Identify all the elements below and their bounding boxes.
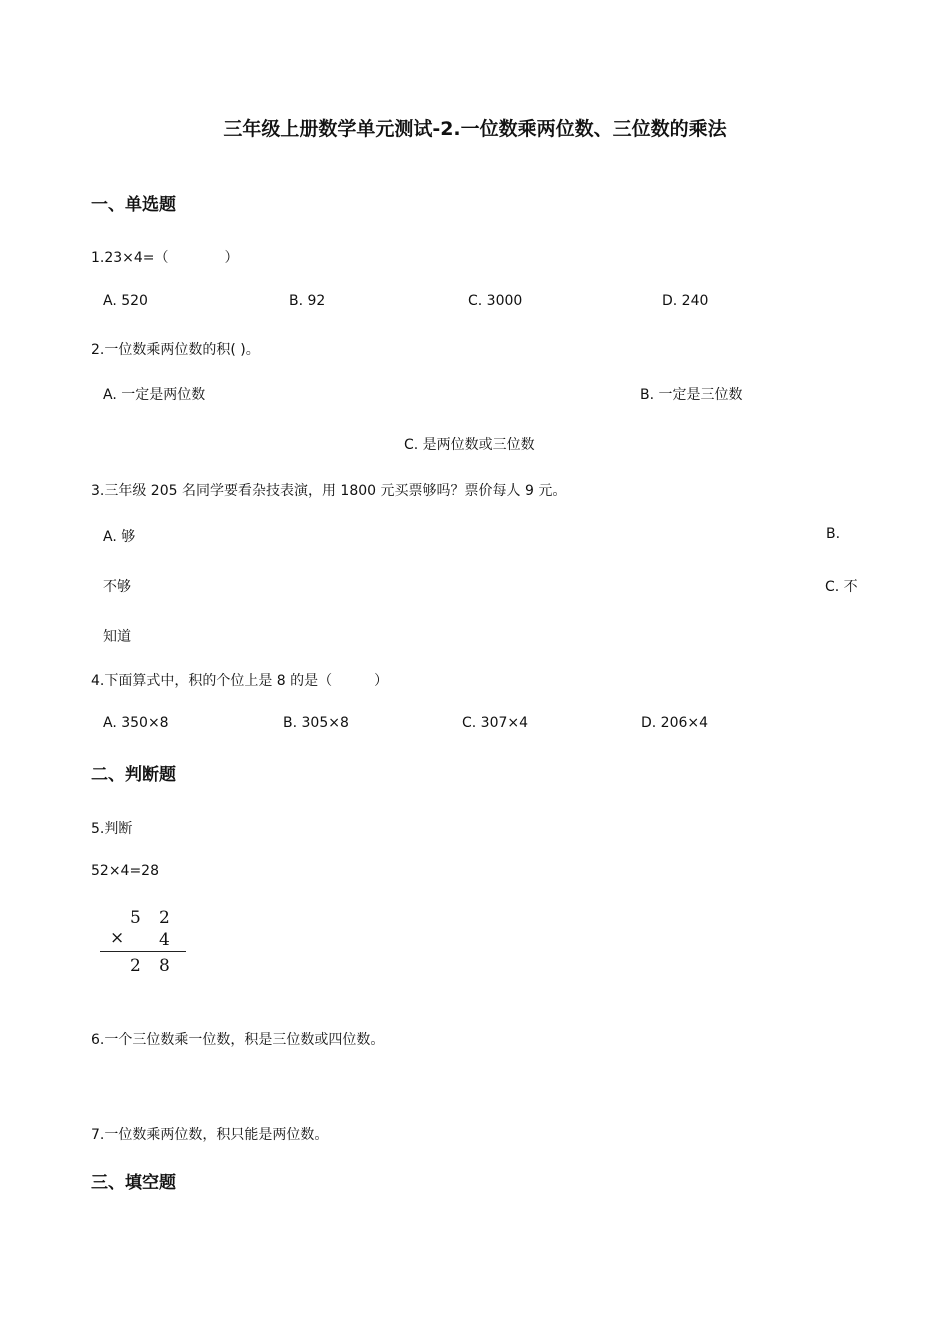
vertical-top-digit-ones: 2 — [159, 908, 170, 928]
multiply-sign: × — [110, 928, 125, 948]
q2-option-c: C. 是两位数或三位数 — [404, 437, 535, 453]
q5-equation: 52×4=28 — [91, 863, 159, 879]
vertical-divider-line — [100, 951, 186, 952]
q1-option-d: D. 240 — [662, 293, 709, 309]
q3-option-a: A. 够 — [103, 529, 136, 545]
section-heading-fill-blank: 三、填空题 — [91, 1173, 176, 1193]
q3-option-b-text: 不够 — [103, 579, 131, 595]
q1-option-b: B. 92 — [289, 293, 326, 309]
question-7: 7.一位数乘两位数，积只能是两位数。 — [91, 1127, 329, 1143]
section-heading-true-false: 二、判断题 — [91, 765, 176, 785]
question-5: 5.判断 — [91, 821, 133, 837]
vertical-result-digit-tens: 2 — [130, 956, 141, 976]
question-6: 6.一个三位数乘一位数，积是三位数或四位数。 — [91, 1032, 385, 1048]
question-1: 1.23×4=（ ） — [91, 250, 239, 266]
q1-option-c: C. 3000 — [468, 293, 523, 309]
q3-option-c-text: 知道 — [103, 629, 131, 645]
q4-option-c: C. 307×4 — [462, 715, 529, 731]
vertical-top-digit-tens: 5 — [130, 908, 141, 928]
q2-option-a: A. 一定是两位数 — [103, 387, 206, 403]
section-heading-single-choice: 一、单选题 — [91, 195, 176, 215]
vertical-multiplication — [100, 906, 190, 978]
q4-option-d: D. 206×4 — [641, 715, 709, 731]
q1-option-a: A. 520 — [103, 293, 148, 309]
q2-option-b: B. 一定是三位数 — [640, 387, 743, 403]
page-title: 三年级上册数学单元测试-2.一位数乘两位数、三位数的乘法 — [223, 118, 727, 140]
question-3: 3.三年级 205 名同学要看杂技表演，用 1800 元买票够吗？票价每人 9 元。 — [91, 483, 567, 499]
vertical-multiplier-digit: 4 — [159, 930, 170, 950]
q3-option-c-label: C. 不 — [825, 579, 858, 595]
q4-option-b: B. 305×8 — [283, 715, 349, 731]
question-4: 4.下面算式中，积的个位上是 8 的是（ ） — [91, 673, 389, 689]
vertical-result-digit-ones: 8 — [159, 956, 170, 976]
question-2: 2.一位数乘两位数的积( )。 — [91, 342, 260, 358]
q3-option-b-label: B. — [826, 526, 841, 542]
q4-option-a: A. 350×8 — [103, 715, 169, 731]
